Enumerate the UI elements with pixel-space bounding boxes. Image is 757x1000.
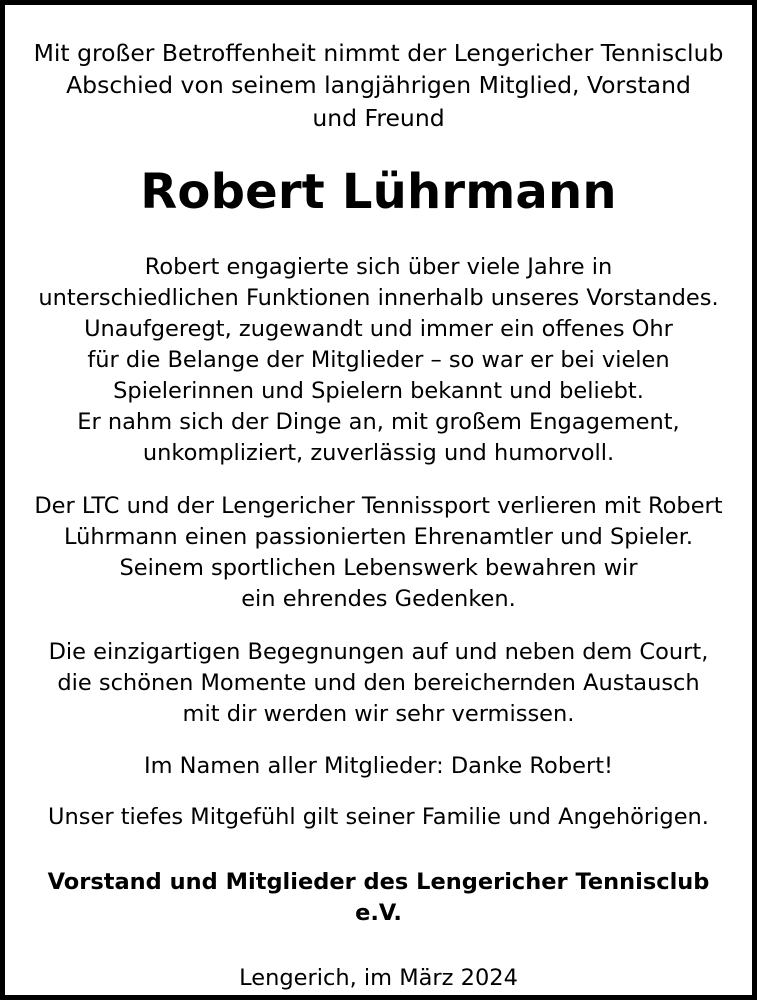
condolence-line xyxy=(23,802,734,833)
tribute-1-line-6: Er nahm sich der Dinge an, mit großem Engagement, xyxy=(77,409,680,436)
thanks-line-1: Im Namen aller Mitglieder: Danke Robert! xyxy=(143,752,614,779)
tribute-1-line-5: Spielerinnen und Spielern bekannt und beliebt. xyxy=(113,378,644,405)
intro-text xyxy=(23,37,734,134)
condolence-line-1: Unser tiefes Mitgefühl gilt seiner Familie und Angehörigen. xyxy=(48,803,709,830)
tribute-1-line-2: unterschiedlichen Funktionen innerhalb unseres Vorstandes. xyxy=(38,284,719,311)
tribute-2-line-4: ein ehrendes Gedenken. xyxy=(241,586,516,613)
tribute-2-line-2: Lührmann einen passionierten Ehrenamtler und Spieler. xyxy=(63,524,694,551)
intro-line-3: und Freund xyxy=(312,103,445,132)
intro-line-2: Abschied von seinem langjährigen Mitglied, Vorstand xyxy=(66,71,691,100)
tribute-3-line-2: die schönen Momente und den bereichernden Austausch xyxy=(57,670,700,697)
tribute-1-line-4: für die Belange der Mitglieder – so war er bei vielen xyxy=(87,347,670,373)
tribute-2-line-3: Seinem sportlichen Lebenswerk bewahren wir xyxy=(119,555,638,582)
tribute-paragraph-1 xyxy=(23,252,734,469)
tribute-paragraph-3 xyxy=(23,637,734,730)
tribute-1-line-1: Robert engagierte sich über viele Jahre in xyxy=(144,253,613,280)
tribute-paragraph-2 xyxy=(23,491,734,615)
tribute-3-line-1: Die einzigartigen Begegnungen auf und neben dem Court, xyxy=(48,639,709,666)
tribute-2-line-1: Der LTC und der Lengericher Tennissport verlieren mit Robert xyxy=(34,493,723,520)
thanks-line xyxy=(23,751,734,782)
signature-line: Vorstand und Mitglieder des Lengericher Tennisclub e.V. xyxy=(47,868,710,926)
place-and-date: Lengerich, im März 2024 xyxy=(239,964,518,991)
deceased-name: Robert Lührmann xyxy=(140,164,617,221)
tribute-1-line-7: unkompliziert, zuverlässig und humorvoll. xyxy=(142,440,615,467)
tribute-3-line-3: mit dir werden wir sehr vermissen. xyxy=(182,701,575,728)
tribute-1-line-3: Unaufgeregt, zugewandt und immer ein offenes Ohr xyxy=(84,315,673,342)
intro-line-1: Mit großer Betroffenheit nimmt der Lengericher Tennisclub xyxy=(33,39,724,67)
